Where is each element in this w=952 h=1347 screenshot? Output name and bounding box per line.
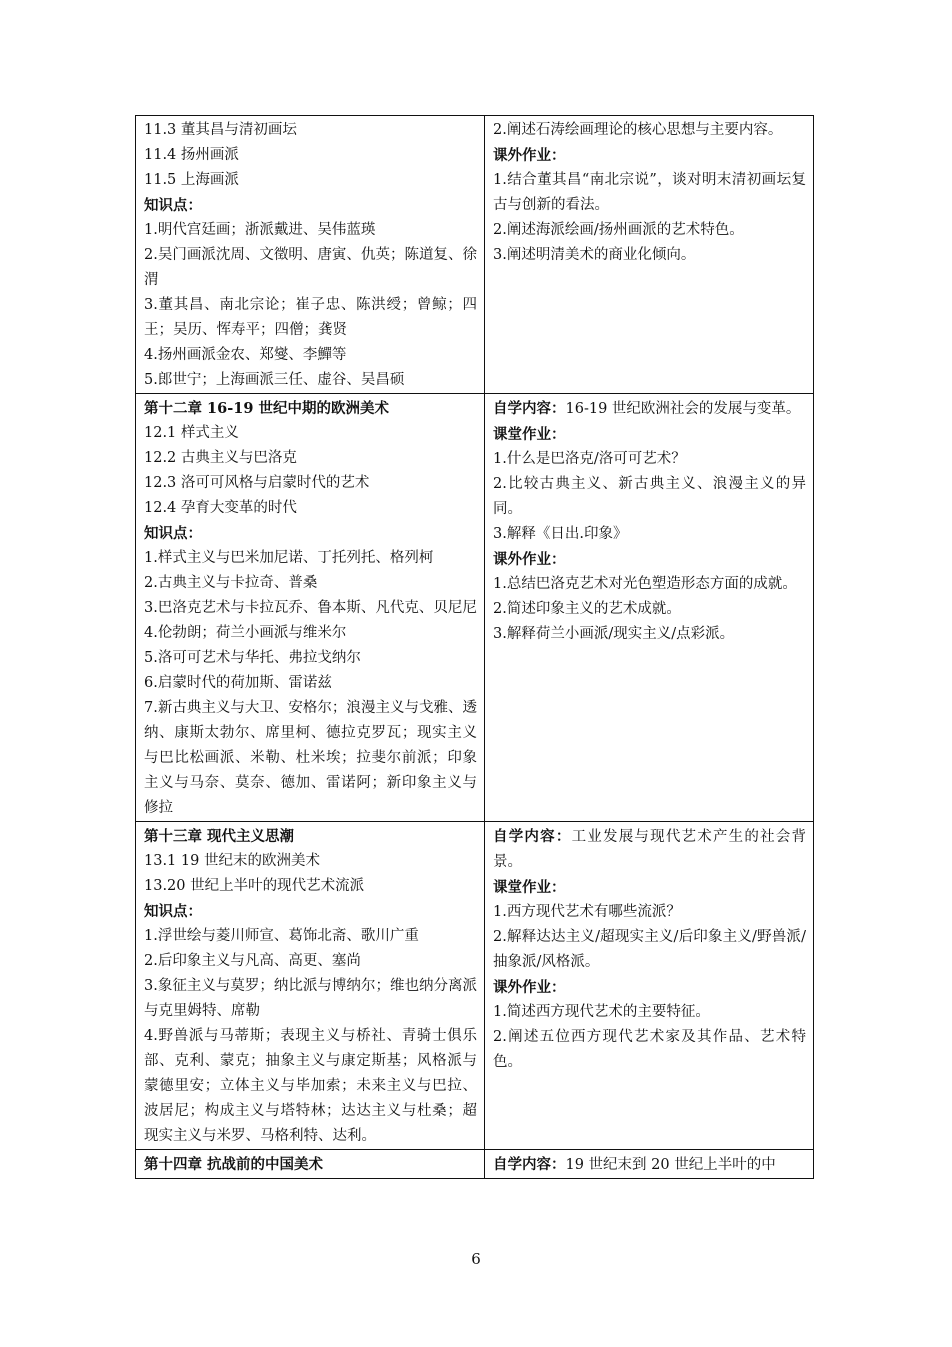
text-line: 知识点：	[144, 525, 202, 542]
text-line: 1.明代宫廷画；浙派戴进、吴伟蓝瑛	[144, 222, 376, 238]
text-line: 11.5 上海画派	[144, 172, 239, 188]
text-line: 5.郎世宁；上海画派三任、虚谷、吴昌硕	[144, 372, 405, 388]
text-line: 课外作业：	[493, 147, 566, 164]
assignment-cell	[485, 1150, 814, 1179]
text-line: 4.伦勃朗；荷兰小画派与维米尔	[144, 625, 347, 641]
chapter-content-cell	[136, 394, 485, 822]
syllabus-table	[135, 115, 814, 1179]
text-line: 知识点：	[144, 903, 202, 920]
text-line: 2.后印象主义与凡高、高更、塞尚	[144, 953, 361, 969]
table-row	[136, 394, 814, 822]
chapter-content-cell	[136, 116, 485, 394]
text-line: 4.野兽派与马蒂斯；表现主义与桥社、青骑士俱乐部、克利、蒙克；抽象主义与康定斯基；风格派与蒙德里安；立体主义与毕加索；未来主义与巴拉、波居尼；构成主义与塔特林；达达主义与杜桑；超现实主义与米罗、马格利特、达利。	[144, 1028, 477, 1144]
syllabus-table-body	[136, 116, 814, 1179]
text-line: 2.比较古典主义、新古典主义、浪漫主义的异同。	[493, 476, 806, 517]
text-line: 12.4 孕育大变革的时代	[144, 500, 297, 516]
text-line: 第十二章 16-19 世纪中期的欧洲美术	[144, 400, 389, 417]
chapter-content-cell	[136, 1150, 485, 1179]
text-line: 1.简述西方现代艺术的主要特征。	[493, 1004, 710, 1020]
text-segment: 16-19 世纪欧洲社会的发展与变革。	[565, 401, 801, 417]
text-line: 课外作业：	[493, 979, 566, 996]
text-line: 第十三章 现代主义思潮	[144, 828, 295, 845]
text-line: 2.阐述石涛绘画理论的核心思想与主要内容。	[493, 122, 783, 138]
text-line: 1.浮世绘与菱川师宣、葛饰北斋、歌川广重	[144, 928, 419, 944]
text-line: 13.1 19 世纪末的欧洲美术	[144, 853, 320, 869]
table-row	[136, 822, 814, 1150]
text-line	[493, 824, 806, 875]
text-segment: 自学内容：	[493, 400, 566, 417]
text-line: 1.什么是巴洛克/洛可可艺术？	[493, 451, 686, 467]
text-line: 1.样式主义与巴米加尼诺、丁托列托、格列柯	[144, 550, 434, 566]
chapter-content-cell	[136, 822, 485, 1150]
table-row	[136, 116, 814, 394]
table-row	[136, 1150, 814, 1179]
text-line: 6.启蒙时代的荷加斯、雷诺兹	[144, 675, 332, 691]
text-line: 13.20 世纪上半叶的现代艺术流派	[144, 878, 365, 894]
text-line: 课外作业：	[493, 551, 566, 568]
text-line: 3.阐述明清美术的商业化倾向。	[493, 247, 696, 263]
assignment-cell	[485, 394, 814, 822]
text-line: 2.阐述海派绘画/扬州画派的艺术特色。	[493, 222, 744, 238]
text-line: 3.解释荷兰小画派/现实主义/点彩派。	[493, 626, 735, 642]
text-line: 12.1 样式主义	[144, 425, 239, 441]
text-segment: 19 世纪末到 20 世纪上半叶的中	[565, 1157, 776, 1173]
page-number: 6	[471, 1250, 481, 1268]
text-line: 7.新古典主义与大卫、安格尔；浪漫主义与戈雅、透纳、康斯太勃尔、席里柯、德拉克罗瓦；现实主义与巴比松画派、米勒、杜米埃；拉斐尔前派；印象主义与马奈、莫奈、德加、雷诺阿；新印象主义与修拉	[144, 700, 477, 816]
text-line: 1.结合董其昌“南北宗说”，谈对明末清初画坛复古与创新的看法。	[493, 172, 806, 213]
assignment-cell	[485, 822, 814, 1150]
text-segment: 工业发展与现代艺术产生的社会背景。	[493, 829, 807, 870]
text-segment: 自学内容：	[493, 1156, 566, 1173]
text-segment: 自学内容：	[493, 828, 572, 845]
text-line	[493, 396, 806, 422]
text-line: 2.吴门画派沈周、文徵明、唐寅、仇英；陈道复、徐渭	[144, 247, 477, 288]
text-line: 12.2 古典主义与巴洛克	[144, 450, 297, 466]
text-line: 第十四章 抗战前的中国美术	[144, 1156, 324, 1173]
text-line: 课堂作业：	[493, 879, 566, 896]
text-line	[493, 1152, 806, 1178]
text-line: 2.阐述五位西方现代艺术家及其作品、艺术特色。	[493, 1029, 806, 1070]
text-line: 1.西方现代艺术有哪些流派？	[493, 904, 681, 920]
text-line: 4.扬州画派金农、郑燮、李鱓等	[144, 347, 347, 363]
text-line: 课堂作业：	[493, 426, 566, 443]
text-line: 知识点：	[144, 197, 202, 214]
text-line: 2.解释达达主义/超现实主义/后印象主义/野兽派/抽象派/风格派。	[493, 929, 806, 970]
text-line: 11.3 董其昌与清初画坛	[144, 122, 297, 138]
text-line: 5.洛可可艺术与华托、弗拉戈纳尔	[144, 650, 361, 666]
text-line: 12.3 洛可可风格与启蒙时代的艺术	[144, 475, 370, 491]
text-line: 3.解释《日出.印象》	[493, 526, 628, 542]
text-line: 3.象征主义与莫罗；纳比派与博纳尔；维也纳分离派与克里姆特、席勒	[144, 978, 477, 1019]
text-line: 2.简述印象主义的艺术成就。	[493, 601, 681, 617]
text-line: 11.4 扬州画派	[144, 147, 239, 163]
text-line: 2.古典主义与卡拉奇、普桑	[144, 575, 318, 591]
text-line: 3.巴洛克艺术与卡拉瓦乔、鲁本斯、凡代克、贝尼尼	[144, 600, 477, 616]
text-line: 3.董其昌、南北宗论；崔子忠、陈洪绶；曾鲸；四王；吴历、恽寿平；四僧；龚贤	[144, 297, 477, 338]
assignment-cell	[485, 116, 814, 394]
text-line: 1.总结巴洛克艺术对光色塑造形态方面的成就。	[493, 576, 797, 592]
